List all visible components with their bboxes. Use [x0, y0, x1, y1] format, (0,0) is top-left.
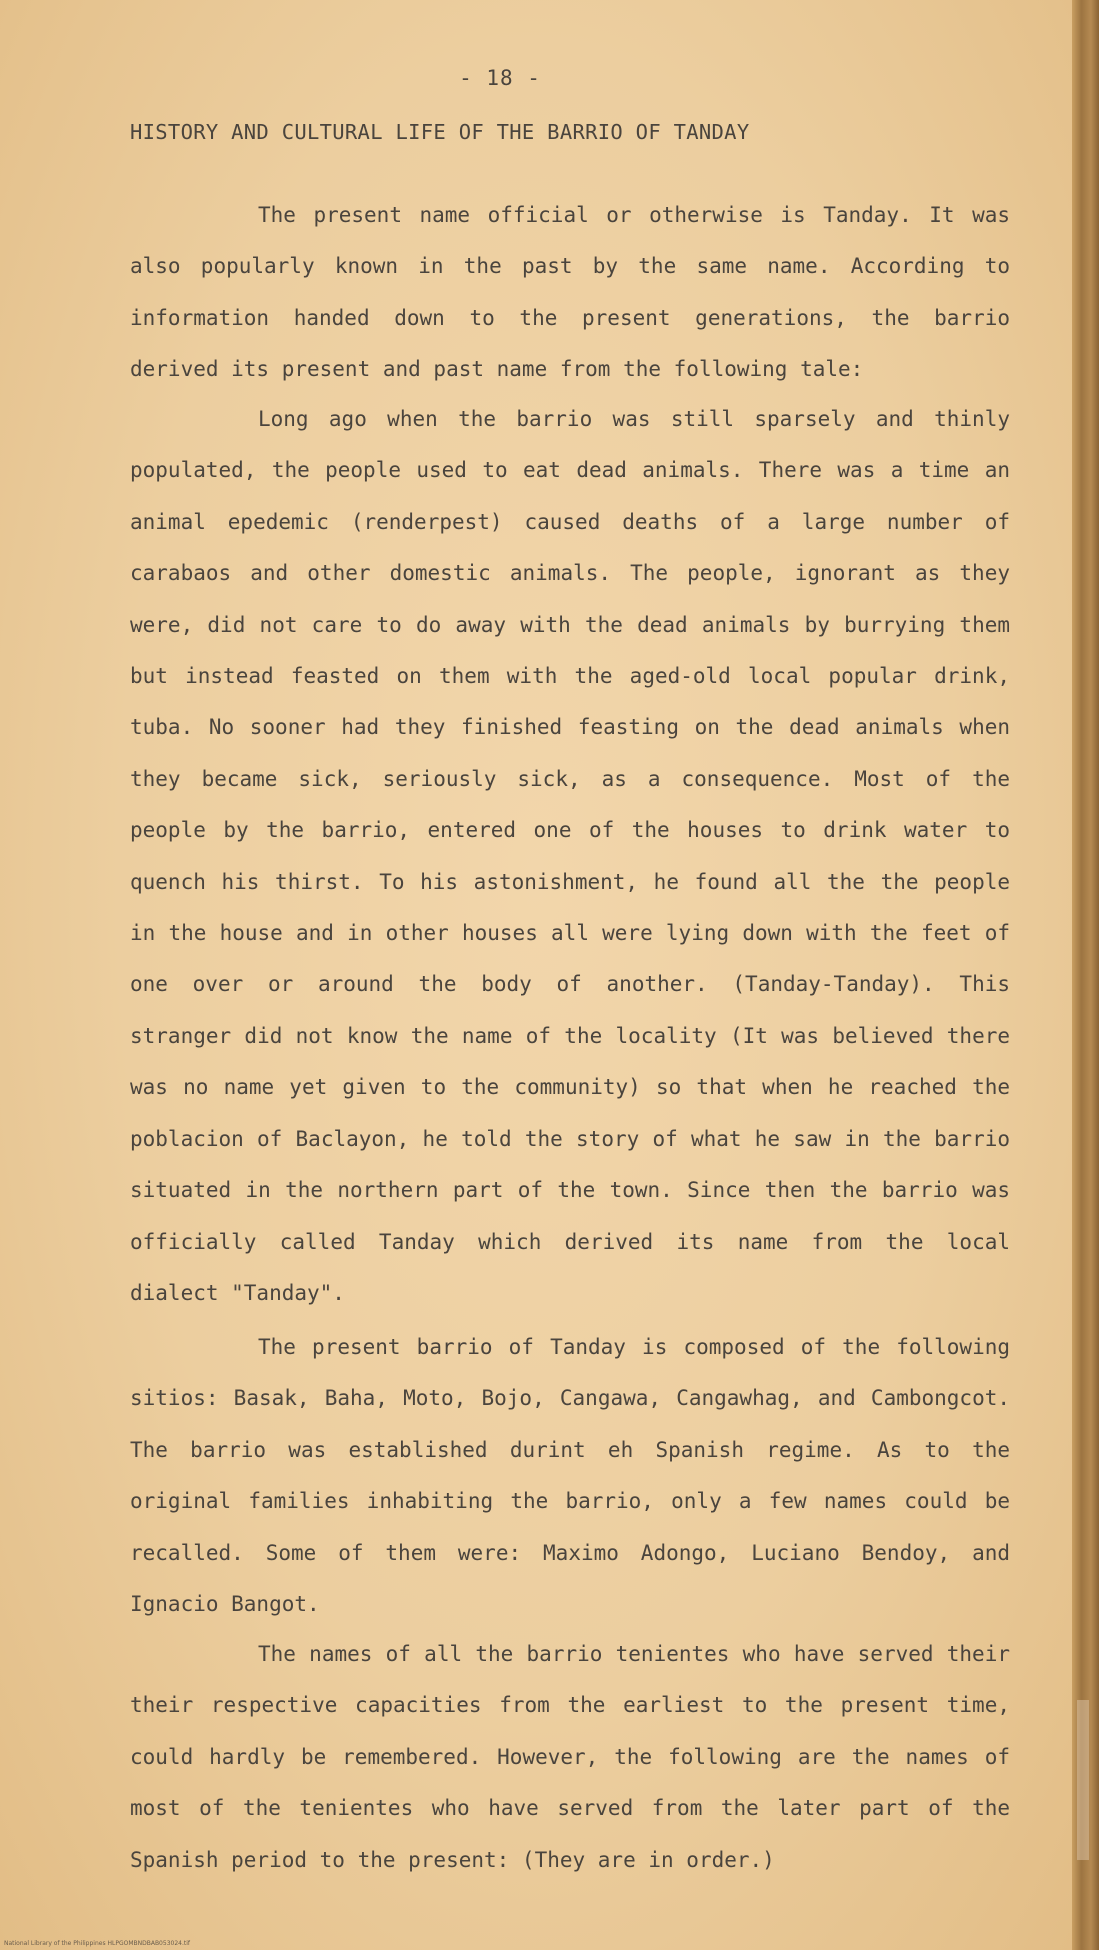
- page-number: - 18 -: [459, 66, 541, 90]
- paragraph-text: The present name official or otherwise is Tanday. It was also popularly known in the past by the same name. According to information handed down to the present generations, the barrio derived its present and past name from the following tale:: [130, 203, 1010, 382]
- paragraph-sitios: [130, 1322, 1010, 1630]
- binding-tab: [1077, 1700, 1089, 1860]
- paragraph-text: The present barrio of Tanday is composed of the following sitios: Basak, Baha, Moto, Bojo, Cangawa, Cangawhag, and Cambongcot. The barrio was established durint eh Spanish regime. As to the original families inhabiting the barrio, only a few names could be recalled. Some of them were: Maximo Adongo, Luciano Bendoy, and Ignacio Bangot.: [130, 1335, 1010, 1617]
- scan-footer: National Library of the Philippines HLPGOMBNDBAB053024.tif: [4, 1940, 190, 1947]
- paragraph-legend: [130, 394, 1010, 1319]
- paragraph-text: The names of all the barrio tenientes who have served their their respective capacities from the earliest to the present time, could hardly be remembered. However, the following are the names of most of the tenientes who have served from the later part of the Spanish period to the present: (They are in order.): [130, 1642, 1010, 1872]
- paragraph-text: Long ago when the barrio was still sparsely and thinly populated, the people used to eat dead animals. There was a time an animal epedemic (renderpest) caused deaths of a large number of carabaos and other domestic animals. The people, ignorant as they were, did not care to do away with the dead animals by burrying them but instead feasted on them with the aged-old local popular drink, tuba. No sooner had they finished feasting on the dead animals when they became sick, seriously sick, as a consequence. Most of the people by the barrio, entered one of the houses to drink water to quench his thirst. To his astonishment, he found all the the people in the house and in other houses all were lying down with the feet of one over or around the body of another. (Tanday-Tanday). This stranger did not know the name of the locality (It was believed there was no name yet given to the community) so that when he reached the poblacion of Baclayon, he told the story of what he saw in the barrio situated in the northern part of the town. Since then the barrio was officially called Tanday which derived its name from the local dialect "Tanday".: [130, 407, 1010, 1305]
- book-binding-edge: [1072, 0, 1099, 1950]
- paragraph-tenientes: [130, 1629, 1010, 1886]
- document-heading: HISTORY AND CULTURAL LIFE OF THE BARRIO OF TANDAY: [130, 120, 750, 144]
- paragraph-name-origin: [130, 190, 1010, 396]
